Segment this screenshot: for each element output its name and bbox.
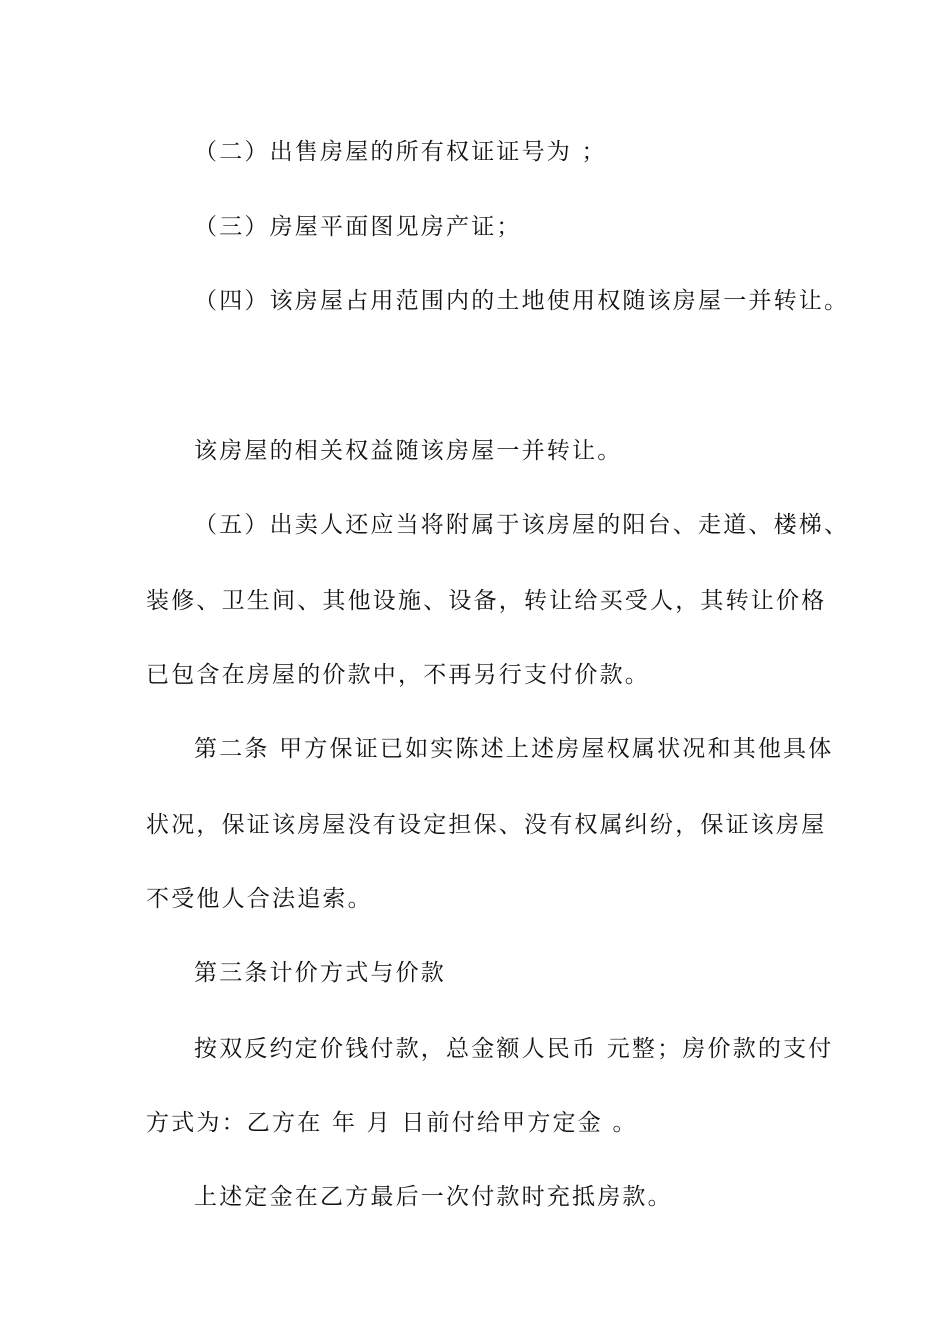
clause-item-5-line-1: （五）出卖人还应当将附属于该房屋的阳台、走道、楼梯、 bbox=[194, 512, 850, 538]
paragraph-rights-transfer: 该房屋的相关权益随该房屋一并转让。 bbox=[194, 438, 623, 464]
article-3-heading: 第三条计价方式与价款 bbox=[194, 960, 446, 986]
clause-item-5-line-3: 已包含在房屋的价款中，不再另行支付价款。 bbox=[146, 662, 650, 688]
clause-item-2: （二）出售房屋的所有权证证号为 ； bbox=[194, 139, 607, 165]
clause-item-3: （三）房屋平面图见房产证； bbox=[194, 214, 522, 240]
price-paragraph-line-2: 方式为：乙方在 年 月 日前付给甲方定金 。 bbox=[146, 1110, 638, 1136]
deposit-paragraph: 上述定金在乙方最后一次付款时充抵房款。 bbox=[194, 1184, 673, 1210]
article-2-line-1: 第二条 甲方保证已如实陈述上述房屋权属状况和其他具体 bbox=[194, 736, 834, 762]
article-2-line-2: 状况，保证该房屋没有设定担保、没有权属纠纷，保证该房屋 bbox=[146, 812, 827, 838]
price-paragraph-line-1: 按双反约定价钱付款，总金额人民币 元整；房价款的支付 bbox=[194, 1036, 834, 1062]
clause-item-4: （四）该房屋占用范围内的土地使用权随该房屋一并转让。 bbox=[194, 288, 850, 314]
clause-item-5-line-2: 装修、卫生间、其他设施、设备，转让给买受人，其转让价格 bbox=[146, 588, 827, 614]
article-2-line-3: 不受他人合法追索。 bbox=[146, 886, 373, 912]
